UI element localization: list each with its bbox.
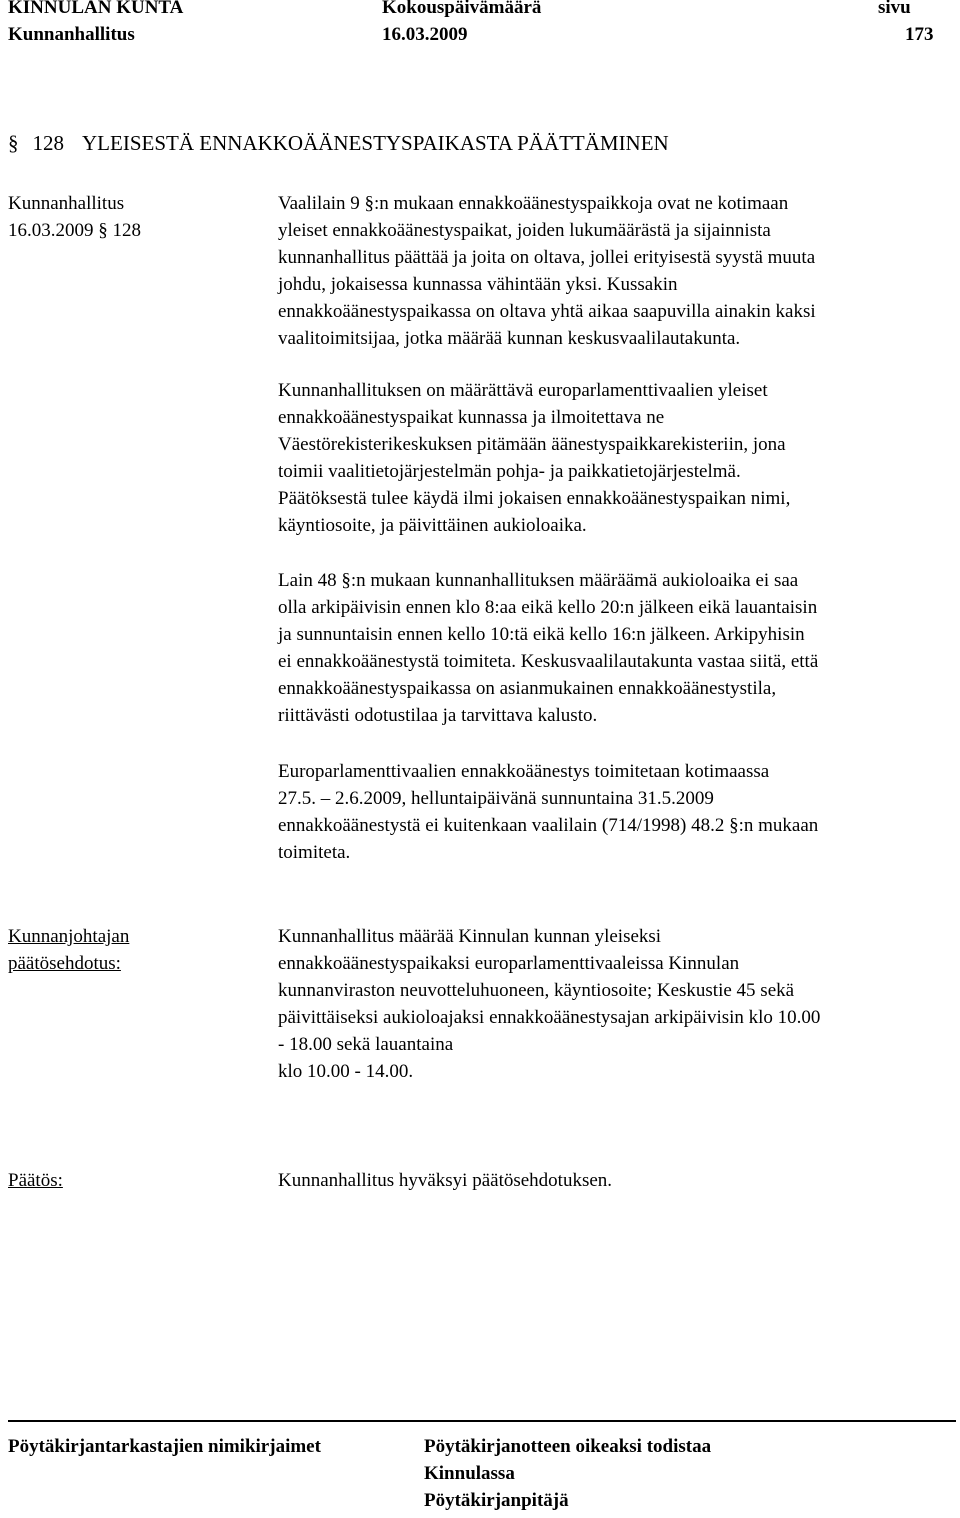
paragraph-4 bbox=[278, 758, 958, 866]
paragraph-2 bbox=[278, 377, 958, 539]
section-number: 128 bbox=[32, 131, 64, 155]
proposal-label bbox=[8, 923, 129, 977]
text-line: Kunnanhallitus määrää Kinnulan kunnan yleiseksi bbox=[278, 926, 662, 947]
text-line: Lain 48 §:n mukaan kunnanhallituksen määräämä aukioloaika ei saa bbox=[278, 570, 799, 591]
text-line: kunnanviraston neuvotteluhuoneen, käyntiosoite; Keskustie 45 sekä bbox=[278, 980, 795, 1001]
meeting-date-label: Kokouspäivämäärä bbox=[382, 0, 542, 18]
text-line: ennakkoäänestystä ei kuitenkaan vaalilain (714/1998) 48.2 §:n mukaan bbox=[278, 815, 819, 836]
text-line: käyntiosoite, ja päivittäinen aukioloaika. bbox=[278, 515, 587, 536]
text-line: päivittäiseksi aukioloajaksi ennakkoäänestysajan arkipäivisin klo 10.00 bbox=[278, 1007, 821, 1028]
page-number: 173 bbox=[905, 24, 934, 45]
board-name: Kunnanhallitus bbox=[8, 24, 135, 45]
text-line: ei ennakkoäänestystä toimiteta. Keskusvaalilautakunta vastaa siitä, että bbox=[278, 651, 819, 672]
text-line: Väestörekisterikeskuksen pitämään äänestyspaikkarekisteriin, jona bbox=[278, 434, 786, 455]
text-line: Päätöksestä tulee käydä ilmi jokaisen ennakkoäänestyspaikan nimi, bbox=[278, 488, 791, 509]
text-line: toimii vaalitietojärjestelmän pohja- ja paikkatietojärjestelmä. bbox=[278, 461, 741, 482]
text-line: ennakkoäänestyspaikassa on oltava yhtä aikaa saapuvilla ainakin kaksi bbox=[278, 301, 816, 322]
footer-certification bbox=[424, 1433, 711, 1514]
text-line: Kunnanhallituksen on määrättävä europarlamenttivaalien yleiset bbox=[278, 380, 768, 401]
decision-text: Kunnanhallitus hyväksyi päätösehdotuksen. bbox=[278, 1170, 613, 1191]
footer-initials-label: Pöytäkirjantarkastajien nimikirjaimet bbox=[8, 1436, 321, 1457]
text-line: yleiset ennakkoäänestyspaikat, joiden lukumäärästä ja sijainnista bbox=[278, 220, 771, 241]
text-line: kunnanhallitus päättää ja joita on oltava, jollei erityisestä syystä muuta bbox=[278, 247, 816, 268]
text-line: ennakkoäänestyspaikassa on asianmukainen ennakkoäänestystila, bbox=[278, 678, 777, 699]
text-line: ennakkoäänestyspaikat kunnassa ja ilmoitettava ne bbox=[278, 407, 665, 428]
text-line: 27.5. – 2.6.2009, helluntaipäivänä sunnuntaina 31.5.2009 bbox=[278, 788, 714, 809]
text-line: klo 10.00 - 14.00. bbox=[278, 1061, 414, 1082]
footer-divider bbox=[8, 1420, 956, 1422]
footer-certification-line: Pöytäkirjanotteen oikeaksi todistaa bbox=[424, 1436, 712, 1457]
reference-body: Kunnanhallitus bbox=[8, 193, 125, 214]
section-title bbox=[8, 128, 669, 158]
text-line: toimiteta. bbox=[278, 842, 351, 863]
decision-label: Päätös: bbox=[8, 1170, 63, 1191]
text-line: - 18.00 sekä lauantaina bbox=[278, 1034, 454, 1055]
text-line: riittävästi odotustilaa ja tarvittava kalusto. bbox=[278, 705, 598, 726]
text-line: ennakkoäänestyspaikaksi europarlamenttivaaleissa Kinnulan bbox=[278, 953, 740, 974]
organization-name: KINNULAN KUNTA bbox=[8, 0, 184, 18]
text-line: johdu, jokaisessa kunnassa vähintään yksi. Kussakin bbox=[278, 274, 678, 295]
paragraph-3 bbox=[278, 567, 958, 729]
page-header bbox=[0, 0, 960, 48]
page-label: sivu bbox=[878, 0, 911, 18]
proposal-text bbox=[278, 923, 958, 1085]
footer-location: Kinnulassa bbox=[424, 1463, 515, 1484]
section-symbol: § bbox=[8, 131, 19, 155]
reference-date-section: 16.03.2009 § 128 bbox=[8, 220, 141, 241]
text-line: ja sunnuntaisin ennen kello 10:tä eikä kello 16:n jälkeen. Arkipyhisin bbox=[278, 624, 805, 645]
text-line: vaalitoimitsijaa, jotka määrää kunnan keskusvaalilautakunta. bbox=[278, 328, 741, 349]
paragraph-1 bbox=[278, 190, 958, 352]
section-heading: YLEISESTÄ ENNAKKOÄÄNESTYSPAIKASTA PÄÄTTÄMINEN bbox=[82, 131, 669, 155]
meeting-date: 16.03.2009 bbox=[382, 24, 468, 45]
text-line: olla arkipäivisin ennen klo 8:aa eikä kello 20:n jälkeen eikä lauantaisin bbox=[278, 597, 818, 618]
text-line: Europarlamenttivaalien ennakkoäänestys toimitetaan kotimaassa bbox=[278, 761, 770, 782]
text-line: Vaalilain 9 §:n mukaan ennakkoäänestyspaikkoja ovat ne kotimaan bbox=[278, 193, 789, 214]
proposal-label-line: päätösehdotus: bbox=[8, 953, 121, 974]
item-reference bbox=[8, 190, 141, 244]
proposal-label-line: Kunnanjohtajan bbox=[8, 926, 130, 947]
footer-secretary: Pöytäkirjanpitäjä bbox=[424, 1490, 569, 1511]
